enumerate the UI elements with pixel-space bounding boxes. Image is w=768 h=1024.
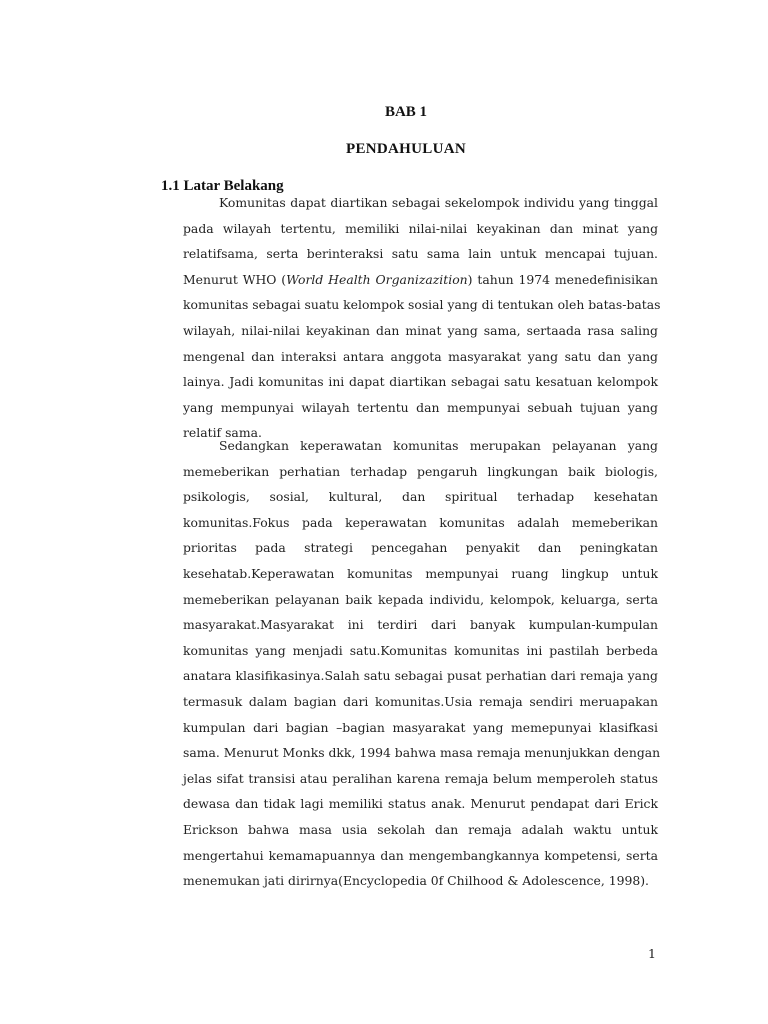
paragraph-line [183, 267, 658, 293]
paragraph-line: memeberikan pelayanan baik kepada individu, kelompok, keluarga, serta [183, 591, 658, 607]
paragraph-line: komunitas yang menjadi satu.Komunitas komunitas ini pastilah berbeda [183, 642, 658, 658]
paragraph-line: relatif sama. [183, 425, 262, 441]
paragraph-line: Komunitas dapat diartikan sebagai sekelompok individu yang tinggal [219, 195, 658, 210]
paragraph-line: memeberikan perhatian terhadap pengaruh lingkungan baik biologis, [183, 463, 658, 479]
paragraph-line: dewasa dan tidak lagi memiliki status anak. Menurut pendapat dari Erick [183, 796, 658, 812]
paragraph-line: anatara klasifikasinya.Salah satu sebagai pusat perhatian dari remaja yang [183, 668, 658, 684]
paragraph-line: yang mempunyai wilayah tertentu dan mempunyai sebuah tujuan yang [183, 399, 658, 415]
section-heading: 1.1 Latar Belakang [161, 178, 284, 194]
paragraph-line: sama. Menurut Monks dkk, 1994 bahwa masa remaja menunjukkan dengan [183, 745, 661, 761]
paragraph-line: relatifsama, serta berinteraksi satu sama lain untuk mencapai tujuan. [183, 246, 658, 262]
paragraph-line: Sedangkan keperawatan komunitas merupakan pelayanan yang [219, 438, 658, 453]
paragraph-2 [183, 433, 661, 894]
paragraph-line: masyarakat.Masyarakat ini terdiri dari banyak kumpulan-kumpulan [183, 617, 658, 633]
paragraph-line: Erickson bahwa masa usia sekolah dan remaja adalah waktu untuk [183, 821, 658, 837]
paragraph-line: komunitas.Fokus pada keperawatan komunitas adalah memeberikan [183, 514, 658, 530]
paragraph-line: menemukan jati dirirnya(Encyclopedia 0f Chilhood & Adolescence, 1998). [183, 873, 649, 889]
paragraph-line: lainya. Jadi komunitas ini dapat diartikan sebagai satu kesatuan kelompok [183, 374, 658, 390]
paragraph-line: mengenal dan interaksi antara anggota masyarakat yang satu dan yang [183, 348, 658, 364]
paragraph-line: mengertahui kemamapuannya dan mengembangkannya kompetensi, serta [183, 847, 658, 863]
page-number: 1 [648, 946, 656, 961]
chapter-number: BAB 1 [384, 104, 428, 120]
paragraph-line: prioritas pada strategi pencegahan penyakit dan peningkatan [183, 540, 658, 556]
paragraph-line: termasuk dalam bagian dari komunitas.Usia remaja sendiri meruapakan [183, 693, 658, 709]
paragraph-1 [183, 190, 661, 446]
italic-organization-name: World Health Organizazition [286, 271, 468, 287]
paragraph-line: jelas sifat transisi atau peralihan karena remaja belum memperoleh status [183, 770, 658, 786]
paragraph-line: pada wilayah tertentu, memiliki nilai-nilai keyakinan dan minat yang [183, 220, 658, 236]
paragraph-line: kumpulan dari bagian –bagian masyarakat yang memepunyai klasifkasi [183, 719, 658, 735]
text-run: ) tahun 1974 menedefinisikan [467, 271, 658, 287]
paragraph-line: wilayah, nilai-nilai keyakinan dan minat yang sama, sertaada rasa saling [183, 322, 658, 338]
text-run: Menurut WHO ( [183, 271, 287, 287]
paragraph-line: kesehatab.Keperawatan komunitas mempunyai ruang lingkup untuk [183, 565, 658, 581]
paragraph-line: komunitas sebagai suatu kelompok sosial yang di tentukan oleh batas-batas [183, 297, 661, 313]
chapter-title: PENDAHULUAN [346, 141, 466, 157]
paragraph-line: psikologis, sosial, kultural, dan spiritual terhadap kesehatan [183, 489, 658, 505]
